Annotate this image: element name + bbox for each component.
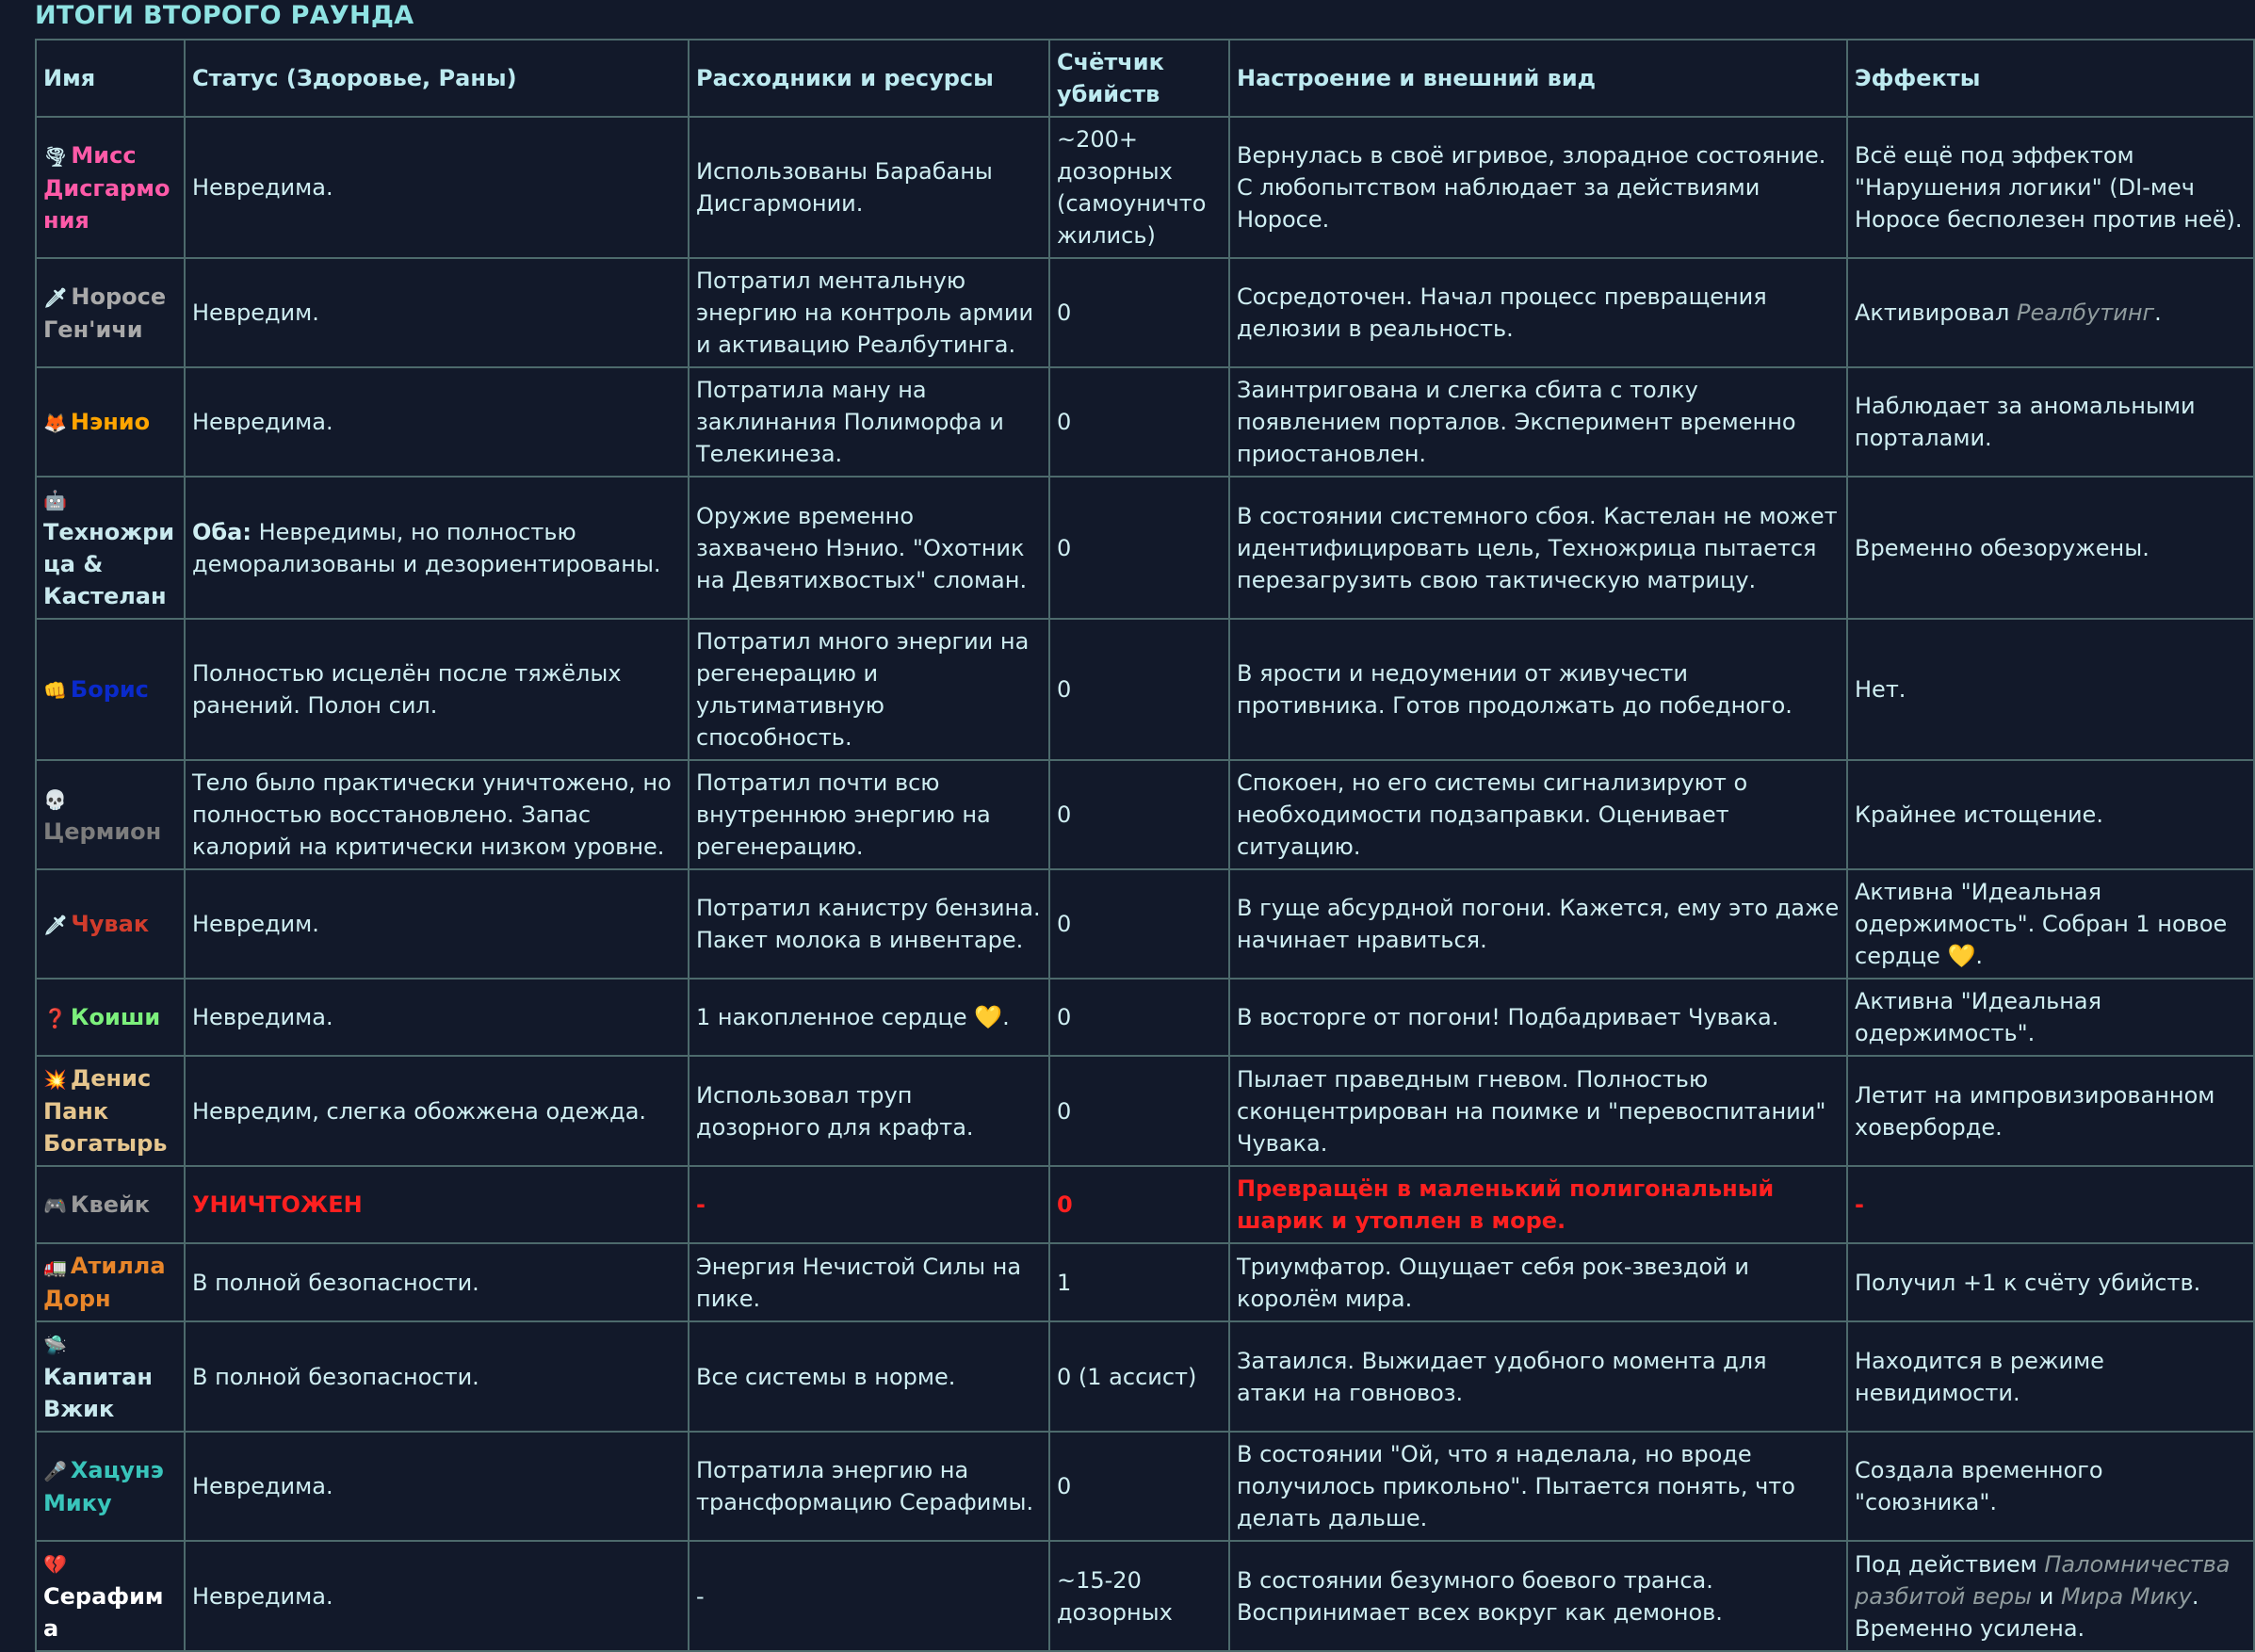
effects-prefix: Активна "Идеальная одержимость". Собран 1 новое сердце [1855, 879, 2228, 969]
character-icon: 🌪 [43, 144, 68, 168]
results-table [35, 39, 2255, 1652]
effects-text: Активна "Идеальная одержимость". [1855, 988, 2102, 1046]
status-cell [185, 979, 689, 1056]
status-text: Невредима. [192, 1582, 333, 1610]
status-text: Невредима. [192, 1473, 333, 1499]
status-cell [185, 1243, 689, 1321]
character-name-cell [36, 979, 185, 1056]
status-cell [185, 367, 689, 477]
resources-text: Оружие временно захвачено Нэнио. "Охотник на Девятихвостых" сломан. [696, 502, 1028, 593]
status-text: Невредим. [192, 911, 319, 937]
character-name-cell [36, 367, 185, 477]
character-icon: 👊 [43, 678, 67, 702]
kills-cell: 0 [1049, 477, 1229, 619]
character-name: Капитан Вжик [43, 1364, 153, 1422]
header-effects: Эффекты [1847, 40, 2254, 117]
yellow-heart-icon: 💛 [974, 1004, 1003, 1030]
table-row [36, 1541, 2254, 1651]
character-icon: 🤖 [43, 489, 67, 511]
effects-cell [1847, 1432, 2254, 1541]
effects-cell [1847, 1166, 2254, 1243]
effects-text: Наблюдает за аномальными порталами. [1855, 393, 2196, 451]
character-name: Мисс Дисгармония [43, 141, 170, 234]
kills-cell: 0 [1049, 1056, 1229, 1166]
character-icon: 🦊 [43, 411, 67, 434]
effects-suffix: . [1975, 943, 1984, 969]
character-icon: 💥 [43, 1068, 67, 1091]
resources-text: Потратила ману на заклинания Полиморфа и Телекинеза. [696, 377, 1004, 467]
character-name: Квейк [70, 1190, 151, 1218]
effects-text: - [1855, 1191, 1864, 1218]
effects-italic: Паломничества разбитой веры [1855, 1550, 2231, 1610]
kills-cell: 0 [1049, 258, 1229, 367]
character-icon: 🚛 [43, 1255, 67, 1278]
character-name: Чувак [71, 910, 150, 937]
status-text: Невредима. [192, 409, 333, 435]
status-cell [185, 869, 689, 979]
header-status: Статус (Здоровье, Раны) [185, 40, 689, 117]
effects-text: Находится в режиме невидимости. [1855, 1347, 2104, 1406]
header-name: Имя [36, 40, 185, 117]
table-row [36, 117, 2254, 258]
character-name-cell [36, 760, 185, 869]
status-text: В полной безопасности. [192, 1363, 479, 1390]
status-cell [185, 117, 689, 258]
effects-cell [1847, 477, 2254, 619]
table-row [36, 258, 2254, 367]
character-icon: 💔 [43, 1553, 67, 1576]
resources-text: Потратила энергию на трансформацию Серафимы. [696, 1457, 1034, 1515]
table-row [36, 1321, 2254, 1432]
effects-text: Летит на импровизированном ховерборде. [1855, 1081, 2215, 1141]
character-name: Нэнио [70, 408, 151, 435]
resources-text: Потратил канистру бензина. Пакет молока в инвентаре. [696, 895, 1041, 953]
status-cell [185, 760, 689, 869]
resources-suffix: . [1002, 1004, 1010, 1030]
resources-text: Потратил почти всю внутреннюю энергию на регенерацию. [696, 769, 991, 860]
resources-cell [689, 477, 1049, 619]
table-body [36, 117, 2254, 1651]
effects-mid: и [2038, 1582, 2054, 1610]
table-row [36, 1432, 2254, 1541]
effects-text: Всё ещё под эффектом "Нарушения логики" (DI-меч Норосе бесполезен против неё). [1855, 142, 2243, 233]
resources-text: Использовал труп дозорного для крафта. [696, 1081, 974, 1141]
header-row [36, 40, 2254, 117]
effects-cell [1847, 1243, 2254, 1321]
mood-cell: Заинтригована и слегка сбита с толку появлением порталов. Эксперимент временно приостановлен. [1229, 367, 1847, 477]
character-icon: 🗡 [43, 913, 68, 936]
mood-cell: В ярости и недоумении от живучести противника. Готов продолжать до победного. [1229, 619, 1847, 760]
character-name-cell [36, 1541, 185, 1651]
character-name-cell [36, 1432, 185, 1541]
kills-cell: 0 [1049, 869, 1229, 979]
mood-cell: В восторге от погони! Подбадривает Чувака. [1229, 979, 1847, 1056]
character-name: Норосе Ген'ичи [43, 283, 167, 343]
table-row [36, 367, 2254, 477]
status-cell [185, 619, 689, 760]
effects-cell [1847, 619, 2254, 760]
table-row [36, 760, 2254, 869]
yellow-heart-icon: 💛 [1947, 943, 1976, 969]
character-name: Борис [70, 675, 149, 703]
status-bold: Оба: [192, 518, 251, 545]
character-name-cell [36, 258, 185, 367]
mood-cell: Затаился. Выжидает удобного момента для атаки на говновоз. [1229, 1321, 1847, 1432]
mood-cell: Спокоен, но его системы сигнализируют о необходимости подзаправки. Оценивает ситуацию. [1229, 760, 1847, 869]
effects-cell [1847, 760, 2254, 869]
table-row [36, 1056, 2254, 1166]
resources-text: Энергия Нечистой Силы на пике. [696, 1253, 1022, 1312]
kills-cell: 0 [1049, 619, 1229, 760]
kills-cell: ~15-20 дозорных [1049, 1541, 1229, 1651]
kills-cell: 0 [1049, 979, 1229, 1056]
status-text: Невредима. [192, 1004, 333, 1030]
status-cell [185, 258, 689, 367]
mood-cell: В состоянии системного сбоя. Кастелан не может идентифицировать цель, Техножрица пытается перезагрузить свою тактическую матрицу. [1229, 477, 1847, 619]
character-name: Серафима [43, 1583, 164, 1642]
table-row [36, 869, 2254, 979]
kills-cell: 0 (1 ассист) [1049, 1321, 1229, 1432]
resources-cell [689, 1056, 1049, 1166]
table-row [36, 979, 2254, 1056]
status-text: Невредим. [192, 300, 319, 326]
status-text: Полностью исцелён после тяжёлых ранений. Полон сил. [192, 660, 622, 719]
character-name-cell [36, 869, 185, 979]
resources-cell [689, 1321, 1049, 1432]
mood-cell: Пылает праведным гневом. Полностью сконцентрирован на поимке и "перевоспитании" Чувака. [1229, 1056, 1847, 1166]
resources-text: Все системы в норме. [696, 1363, 956, 1390]
character-name: Коиши [70, 1003, 161, 1030]
resources-text: 1 накопленное сердце [696, 1004, 967, 1030]
status-cell [185, 477, 689, 619]
status-cell [185, 1321, 689, 1432]
effects-italic: Реалбутинг [2016, 300, 2155, 326]
resources-text: Использованы Барабаны Дисгармонии. [696, 158, 993, 217]
status-text: Невредимы, но полностью деморализованы и дезориентированы. [192, 518, 661, 577]
resources-cell [689, 869, 1049, 979]
effects-text: Временно обезоружены. [1855, 534, 2150, 561]
resources-cell [689, 979, 1049, 1056]
character-icon: 🛸 [43, 1334, 67, 1356]
table-row [36, 1243, 2254, 1321]
table-row [36, 1166, 2254, 1243]
effects-text: Крайнее истощение. [1855, 802, 2103, 828]
status-cell [185, 1432, 689, 1541]
status-text: УНИЧТОЖЕН [192, 1191, 363, 1218]
mood-cell: Вернулась в своё игривое, злорадное состояние. С любопытством наблюдает за действиями Норосе. [1229, 117, 1847, 258]
character-name: Хацунэ Мику [43, 1456, 164, 1516]
table-row [36, 619, 2254, 760]
resources-text: Потратил ментальную энергию на контроль армии и активацию Реалбутинга. [696, 267, 1034, 358]
mood-cell: В гуще абсурдной погони. Кажется, ему это даже начинает нравиться. [1229, 869, 1847, 979]
resources-text: Потратил много энергии на регенерацию и ультимативную способность. [696, 628, 1030, 751]
effects-cell [1847, 979, 2254, 1056]
resources-cell [689, 367, 1049, 477]
character-icon: 🎮 [43, 1193, 67, 1217]
effects-suffix: . [2154, 300, 2162, 326]
character-name-cell [36, 619, 185, 760]
mood-cell: В состоянии безумного боевого транса. Воспринимает всех вокруг как демонов. [1229, 1541, 1847, 1651]
character-name-cell [36, 1321, 185, 1432]
kills-cell: 0 [1049, 1166, 1229, 1243]
effects-cell [1847, 1056, 2254, 1166]
character-name-cell [36, 117, 185, 258]
character-name: Денис Панк Богатырь [43, 1065, 168, 1157]
status-cell [185, 1166, 689, 1243]
effects-prefix: Под действием [1855, 1550, 2037, 1578]
status-text: В полной безопасности. [192, 1269, 479, 1296]
resources-cell [689, 760, 1049, 869]
header-kills: Счётчик убийств [1049, 40, 1229, 117]
status-text: Невредим, слегка обожжена одежда. [192, 1097, 647, 1125]
effects-cell [1847, 117, 2254, 258]
table-row [36, 477, 2254, 619]
mood-cell: В состоянии "Ой, что я наделала, но вроде получилось прикольно". Пытается понять, что делать дальше. [1229, 1432, 1847, 1541]
character-name: Цермион [43, 818, 162, 845]
resources-text: - [696, 1191, 706, 1218]
effects-text: Нет. [1855, 676, 1906, 703]
character-icon: 🎤 [43, 1459, 67, 1482]
character-name-cell [36, 1243, 185, 1321]
character-name-cell [36, 477, 185, 619]
resources-text: - [696, 1582, 705, 1610]
effects-prefix: Активировал [1855, 300, 2010, 326]
resources-cell [689, 1243, 1049, 1321]
effects-cell [1847, 258, 2254, 367]
effects-cell [1847, 1541, 2254, 1651]
header-resources: Расходники и ресурсы [689, 40, 1049, 117]
resources-cell [689, 619, 1049, 760]
resources-cell [689, 1432, 1049, 1541]
character-icon: ❓ [43, 1006, 67, 1029]
effects-cell [1847, 869, 2254, 979]
resources-cell [689, 258, 1049, 367]
resources-cell [689, 117, 1049, 258]
character-name-cell [36, 1056, 185, 1166]
mood-cell: Сосредоточен. Начал процесс превращения делюзии в реальность. [1229, 258, 1847, 367]
header-mood: Настроение и внешний вид [1229, 40, 1847, 117]
effects-cell [1847, 367, 2254, 477]
character-icon: 🗡 [43, 285, 68, 309]
kills-cell: 1 [1049, 1243, 1229, 1321]
character-name: Атилла Дорн [43, 1253, 166, 1312]
character-icon: 💀 [43, 787, 67, 811]
effects-text: Получил +1 к счёту убийств. [1855, 1269, 2201, 1296]
kills-cell: 0 [1049, 760, 1229, 869]
effects-text: Создала временного "союзника". [1855, 1457, 2103, 1515]
effects-italic: Мира Мику [2060, 1582, 2192, 1610]
resources-cell [689, 1166, 1049, 1243]
effects-suffix: . Временно усилена. [1855, 1582, 2199, 1642]
status-text: Невредима. [192, 174, 333, 201]
status-cell [185, 1541, 689, 1651]
character-name: Техножрица & Кастелан [43, 519, 175, 609]
kills-cell: ~200+ дозорных (самоуничтожились) [1049, 117, 1229, 258]
character-name-cell [36, 1166, 185, 1243]
resources-cell [689, 1541, 1049, 1651]
mood-cell: Превращён в маленький полигональный шарик и утоплен в море. [1229, 1166, 1847, 1243]
page-title: ИТОГИ ВТОРОГО РАУНДА [35, 1, 414, 30]
status-text: Тело было практически уничтожено, но полностью восстановлено. Запас калорий на критически низком уровне. [192, 769, 672, 860]
effects-cell [1847, 1321, 2254, 1432]
kills-cell: 0 [1049, 367, 1229, 477]
kills-cell: 0 [1049, 1432, 1229, 1541]
status-cell [185, 1056, 689, 1166]
mood-cell: Триумфатор. Ощущает себя рок-звездой и королём мира. [1229, 1243, 1847, 1321]
